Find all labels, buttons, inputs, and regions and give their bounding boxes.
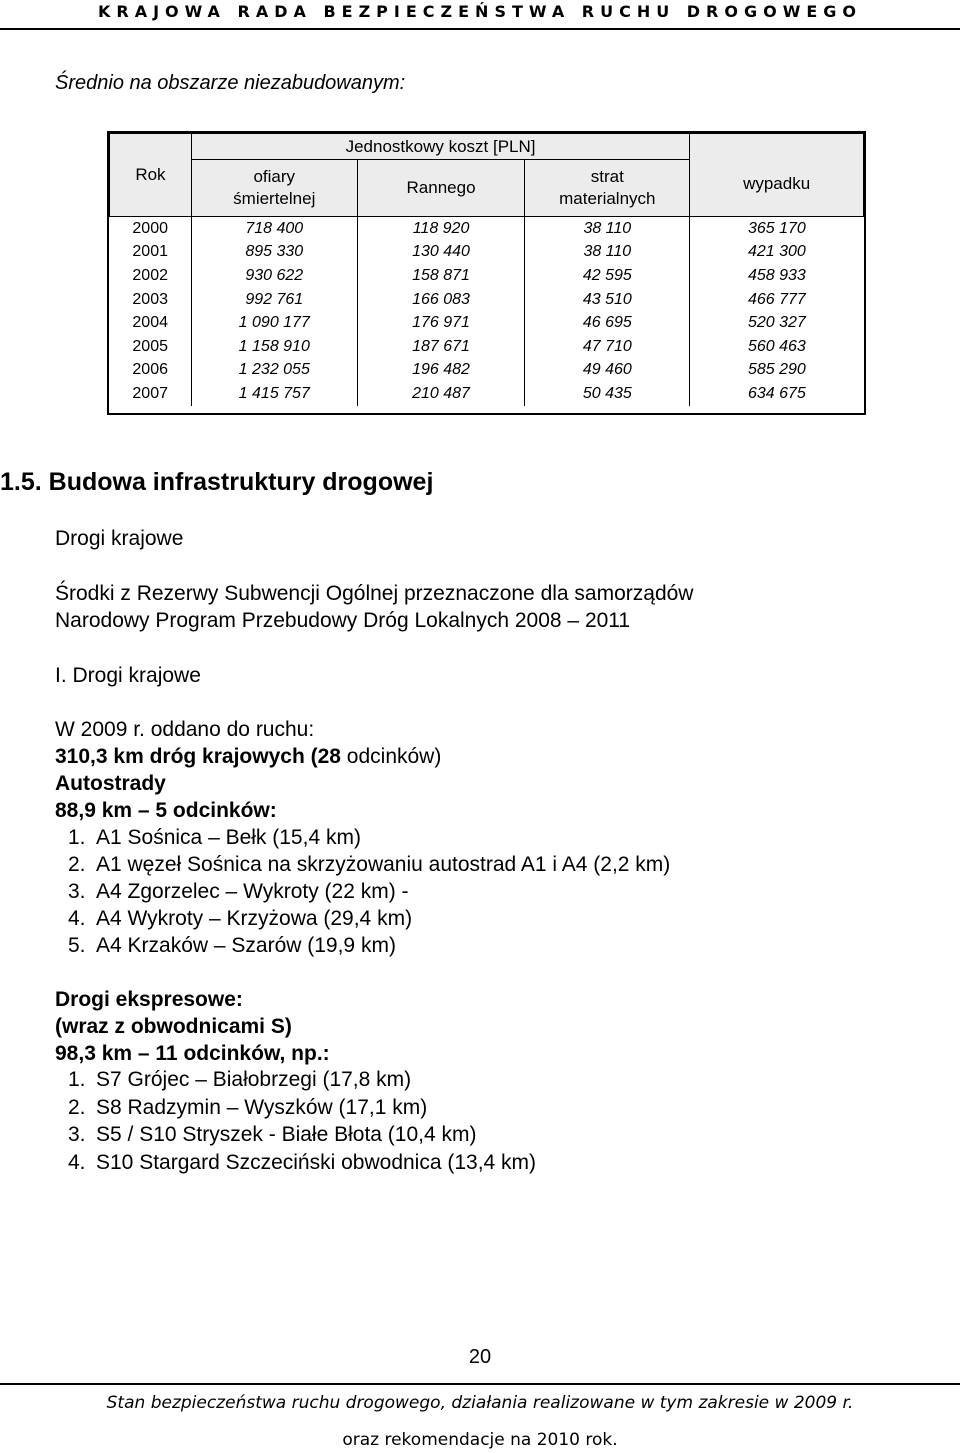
ekspresowe-count: 98,3 km – 11 odcinków, np.:	[55, 1042, 330, 1065]
table-cell: 458 933	[690, 264, 864, 288]
list-item-number: 3.	[68, 880, 86, 903]
table-cell: 585 290	[690, 359, 864, 383]
table-cell: 2005	[132, 337, 168, 355]
list-item	[68, 1151, 536, 1175]
table-cell: 49 460	[525, 359, 690, 383]
list-item-text: A1 Sośnica – Bełk (15,4 km)	[96, 826, 361, 849]
table-cell: 2006	[132, 361, 168, 379]
autostrady-count: 88,9 km – 5 odcinków:	[55, 799, 277, 822]
header-wypadku: wypadku	[690, 134, 864, 217]
table-cell: 158 871	[357, 264, 525, 288]
list-item	[68, 1096, 427, 1120]
list-item	[68, 826, 361, 850]
header-divider	[0, 28, 960, 30]
table-cell: 166 083	[357, 288, 525, 312]
table-cell: 38 110	[525, 241, 690, 265]
list-item-text: A4 Wykroty – Krzyżowa (29,4 km)	[96, 907, 413, 930]
table-row	[110, 264, 864, 288]
table-cell: 187 671	[357, 335, 525, 359]
table-cell: 43 510	[525, 288, 690, 312]
table-cell: 50 435	[525, 382, 690, 406]
obwodnice-text: (wraz z obwodnicami S)	[55, 1015, 292, 1038]
list-item	[68, 853, 670, 877]
list-item-text: S8 Radzymin – Wyszków (17,1 km)	[96, 1095, 428, 1119]
roman-heading: I. Drogi krajowe	[55, 664, 201, 687]
table-cell: 2002	[132, 266, 168, 284]
program-text: Narodowy Program Przebudowy Dróg Lokalnych 2008 – 2011	[55, 609, 631, 632]
table-cell: 2003	[132, 290, 168, 308]
table-cell: 176 971	[357, 311, 525, 335]
table-cell: 46 695	[525, 311, 690, 335]
table-cell: 42 595	[525, 264, 690, 288]
table-row	[110, 359, 864, 383]
list-item-text: S10 Stargard Szczeciński obwodnica (13,4 km)	[96, 1150, 537, 1174]
footer-divider	[0, 1383, 960, 1385]
table-row	[110, 241, 864, 265]
table-cell: 520 327	[690, 311, 864, 335]
table-row	[110, 217, 864, 241]
table-cell: 560 463	[690, 335, 864, 359]
table-row	[110, 288, 864, 312]
srodki-text: Środki z Rezerwy Subwencji Ogólnej przeznaczone dla samorządów	[55, 582, 694, 605]
list-item	[68, 880, 409, 904]
table-cell: 210 487	[357, 382, 525, 406]
table-cell: 895 330	[191, 241, 357, 265]
list-item-text: S5 / S10 Stryszek - Białe Błota (10,4 km)	[96, 1123, 477, 1146]
table-cell: 118 920	[357, 217, 525, 241]
list-item-number: 4.	[68, 1150, 86, 1174]
table-cell: 2001	[132, 243, 168, 261]
table-cell: 992 761	[191, 288, 357, 312]
list-item-text: A1 węzeł Sośnica na skrzyżowaniu autostrad A1 i A4 (2,2 km)	[96, 853, 671, 876]
header-group: Jednostkowy koszt [PLN]	[191, 134, 689, 160]
list-item	[68, 1123, 476, 1147]
list-item-number: 1.	[68, 1068, 86, 1091]
ekspresowe-heading: Drogi ekspresowe:	[55, 988, 243, 1011]
list-item-number: 4.	[68, 907, 86, 930]
list-item-text: S7 Grójec – Białobrzegi (17,8 km)	[96, 1068, 412, 1091]
table-cell: 1 232 055	[191, 359, 357, 383]
table-cell: 718 400	[191, 217, 357, 241]
table-cell: 2000	[132, 219, 168, 237]
table-cell: 196 482	[357, 359, 525, 383]
header-rok: Rok	[110, 134, 192, 217]
list-item-number: 5.	[68, 934, 86, 957]
page-number: 20	[468, 1346, 492, 1368]
table-cell: 466 777	[690, 288, 864, 312]
section-heading: 1.5. Budowa infrastruktury drogowej	[0, 468, 434, 496]
table-cell: 1 090 177	[191, 311, 357, 335]
intro-text: Średnio na obszarze niezabudowanym:	[55, 72, 406, 94]
table-cell: 38 110	[525, 217, 690, 241]
footer-line2: oraz rekomendacje na 2010 rok.	[342, 1430, 618, 1450]
list-item	[68, 1068, 411, 1092]
list-item-text: A4 Zgorzelec – Wykroty (22 km) -	[96, 880, 409, 903]
table-row	[110, 311, 864, 335]
list-item-number: 1.	[68, 826, 86, 849]
table-cell: 47 710	[525, 335, 690, 359]
list-item	[68, 934, 396, 958]
list-item-number: 3.	[68, 1123, 86, 1146]
header-ofiary: ofiary śmiertelnej	[191, 160, 357, 217]
list-item	[68, 907, 412, 931]
table-cell: 2004	[132, 314, 168, 332]
table-cell: 1 415 757	[191, 382, 357, 406]
table-cell: 365 170	[690, 217, 864, 241]
page-header-title: KRAJOWA RADA BEZPIECZEŃSTWA RUCHU DROGOWEGO	[97, 2, 863, 21]
km-summary: 310,3 km dróg krajowych (28 odcinków)	[55, 745, 442, 768]
header-strat: strat materialnych	[525, 160, 690, 217]
table-cell: 1 158 910	[191, 335, 357, 359]
cost-table	[107, 131, 866, 415]
table-row	[110, 382, 864, 406]
autostrady-heading: Autostrady	[55, 772, 166, 795]
table-cell: 2007	[132, 384, 168, 402]
list-item-text: A4 Krzaków – Szarów (19,9 km)	[96, 934, 396, 957]
header-rannego: Rannego	[357, 160, 525, 217]
footer-line1: Stan bezpieczeństwa ruchu drogowego, działania realizowane w tym zakresie w 2009 r.	[106, 1393, 854, 1413]
list-item-number: 2.	[68, 1095, 86, 1119]
table-row	[110, 335, 864, 359]
drogi-krajowe-heading: Drogi krajowe	[55, 527, 184, 550]
table-cell: 634 675	[690, 382, 864, 406]
w2009-text: W 2009 r. oddano do ruchu:	[55, 718, 315, 741]
table-cell: 421 300	[690, 241, 864, 265]
table-cell: 130 440	[357, 241, 525, 265]
table-cell: 930 622	[191, 264, 357, 288]
list-item-number: 2.	[68, 853, 86, 876]
